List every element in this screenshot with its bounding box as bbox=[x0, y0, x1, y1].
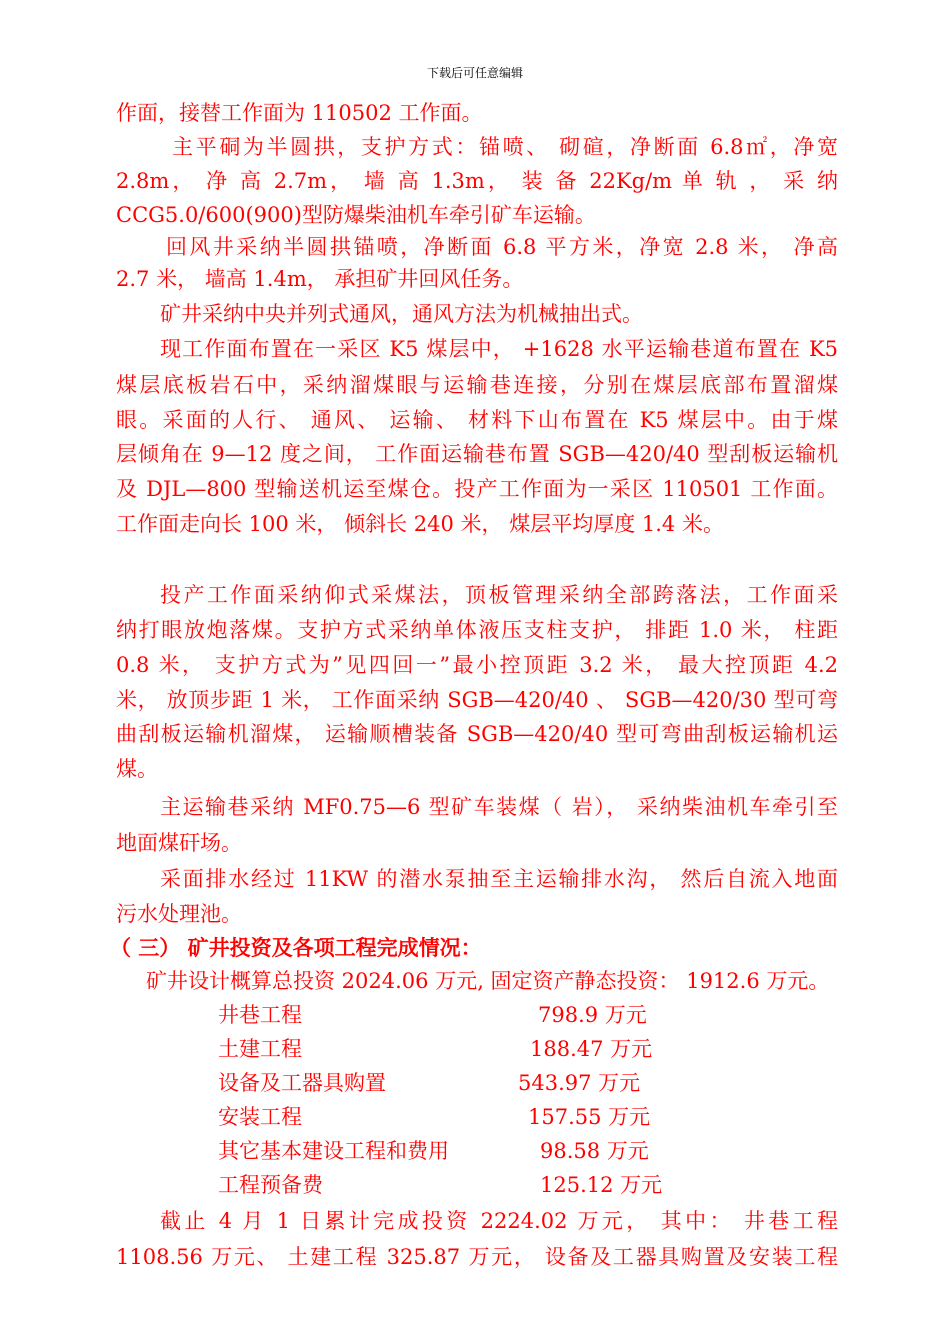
item-name: 井巷工程 bbox=[218, 1003, 302, 1027]
item-amount: 98.58 万元 bbox=[540, 1139, 649, 1163]
text-line: 主运输巷采纳 MF0.75—6 型矿车装煤（ 岩）， 采纳柴油机车牵引至 bbox=[160, 795, 838, 819]
text-line: CCG5.0/600(900)型防爆柴油机车牵引矿车运输。 bbox=[116, 203, 596, 227]
item-amount: 188.47 万元 bbox=[530, 1037, 653, 1061]
item-name: 工程预备费 bbox=[218, 1173, 323, 1197]
text-line: 2.7 米， 墙高 1.4m， 承担矿井回风任务。 bbox=[116, 267, 524, 291]
text-line: 污水处理池。 bbox=[116, 902, 242, 926]
text-line: 层倾角在 9—12 度之间， 工作面运输巷布置 SGB—420/40 型刮板运输机 bbox=[116, 442, 838, 466]
section-heading: （ 三） 矿井投资及各项工程完成情况： bbox=[110, 936, 482, 960]
text-line: 截止 4 月 1 日累计完成投资 2224.02 万元， 其中： 井巷工程 bbox=[160, 1209, 838, 1233]
item-name: 其它基本建设工程和费用 bbox=[218, 1139, 449, 1163]
text-line: 0.8 米， 支护方式为”见四回一”最小控顶距 3.2 米， 最大控顶距 4.2 bbox=[116, 653, 838, 677]
text-line: 工作面走向长 100 米， 倾斜长 240 米， 煤层平均厚度 1.4 米。 bbox=[116, 512, 724, 536]
text-line: 2.8m， 净 高 2.7m， 墙 高 1.3m， 装 备 22Kg/m 单 轨 ， 采 纳 bbox=[116, 169, 838, 193]
page-header: 下载后可任意编辑 bbox=[426, 66, 523, 80]
item-amount: 543.97 万元 bbox=[518, 1071, 641, 1095]
text-line: 主平硐为半圆拱，支护方式：锚喷、 砌碹，净断面 6.8㎡，净宽 bbox=[172, 135, 838, 159]
text-line: 地面煤矸场。 bbox=[116, 831, 242, 855]
text-line: 矿井采纳中央并列式通风，通风方法为机械抽出式。 bbox=[160, 302, 643, 326]
text-line: 煤层底板岩石中，采纳溜煤眼与运输巷连接，分别在煤层底部布置溜煤 bbox=[116, 373, 838, 397]
text-line: 眼。采面的人行、 通风、 运输、 材料下山布置在 K5 煤层中。由于煤 bbox=[116, 408, 838, 432]
text-line: 现工作面布置在一采区 K5 煤层中， +1628 水平运输巷道布置在 K5 bbox=[160, 337, 838, 361]
text-line: 采面排水经过 11KW 的潜水泵抽至主运输排水沟， 然后自流入地面 bbox=[160, 867, 838, 891]
text-line: 作面，接替工作面为 110502 工作面。 bbox=[116, 101, 483, 125]
item-name: 安装工程 bbox=[218, 1105, 302, 1129]
text-line: 纳打眼放炮落煤。支护方式采纳单体液压支柱支护， 排距 1.0 米， 柱距 bbox=[116, 618, 838, 642]
text-line: 回风井采纳半圆拱锚喷，净断面 6.8 平方米，净宽 2.8 米， 净高 bbox=[166, 235, 838, 259]
item-amount: 798.9 万元 bbox=[538, 1003, 647, 1027]
investment-summary: 矿井设计概算总投资 2024.06 万元, 固定资产静态投资： 1912.6 万元。 bbox=[146, 969, 830, 993]
text-line: 煤。 bbox=[116, 757, 158, 781]
text-line: 米， 放顶步距 1 米， 工作面采纳 SGB—420/40 、 SGB—420/30 型可弯 bbox=[116, 688, 838, 712]
item-name: 土建工程 bbox=[218, 1037, 302, 1061]
item-name: 设备及工器具购置 bbox=[218, 1071, 386, 1095]
text-line: 曲刮板运输机溜煤， 运输顺槽装备 SGB—420/40 型可弯曲刮板运输机运 bbox=[116, 722, 838, 746]
item-amount: 157.55 万元 bbox=[528, 1105, 651, 1129]
item-amount: 125.12 万元 bbox=[540, 1173, 663, 1197]
text-line: 1108.56 万元、 土建工程 325.87 万元， 设备及工器具购置及安装工程 bbox=[116, 1245, 838, 1269]
text-line: 及 DJL—800 型输送机运至煤仓。投产工作面为一采区 110501 工作面。 bbox=[116, 477, 838, 501]
text-line: 投产工作面采纳仰式采煤法，顶板管理采纳全部跨落法，工作面采 bbox=[160, 583, 838, 607]
